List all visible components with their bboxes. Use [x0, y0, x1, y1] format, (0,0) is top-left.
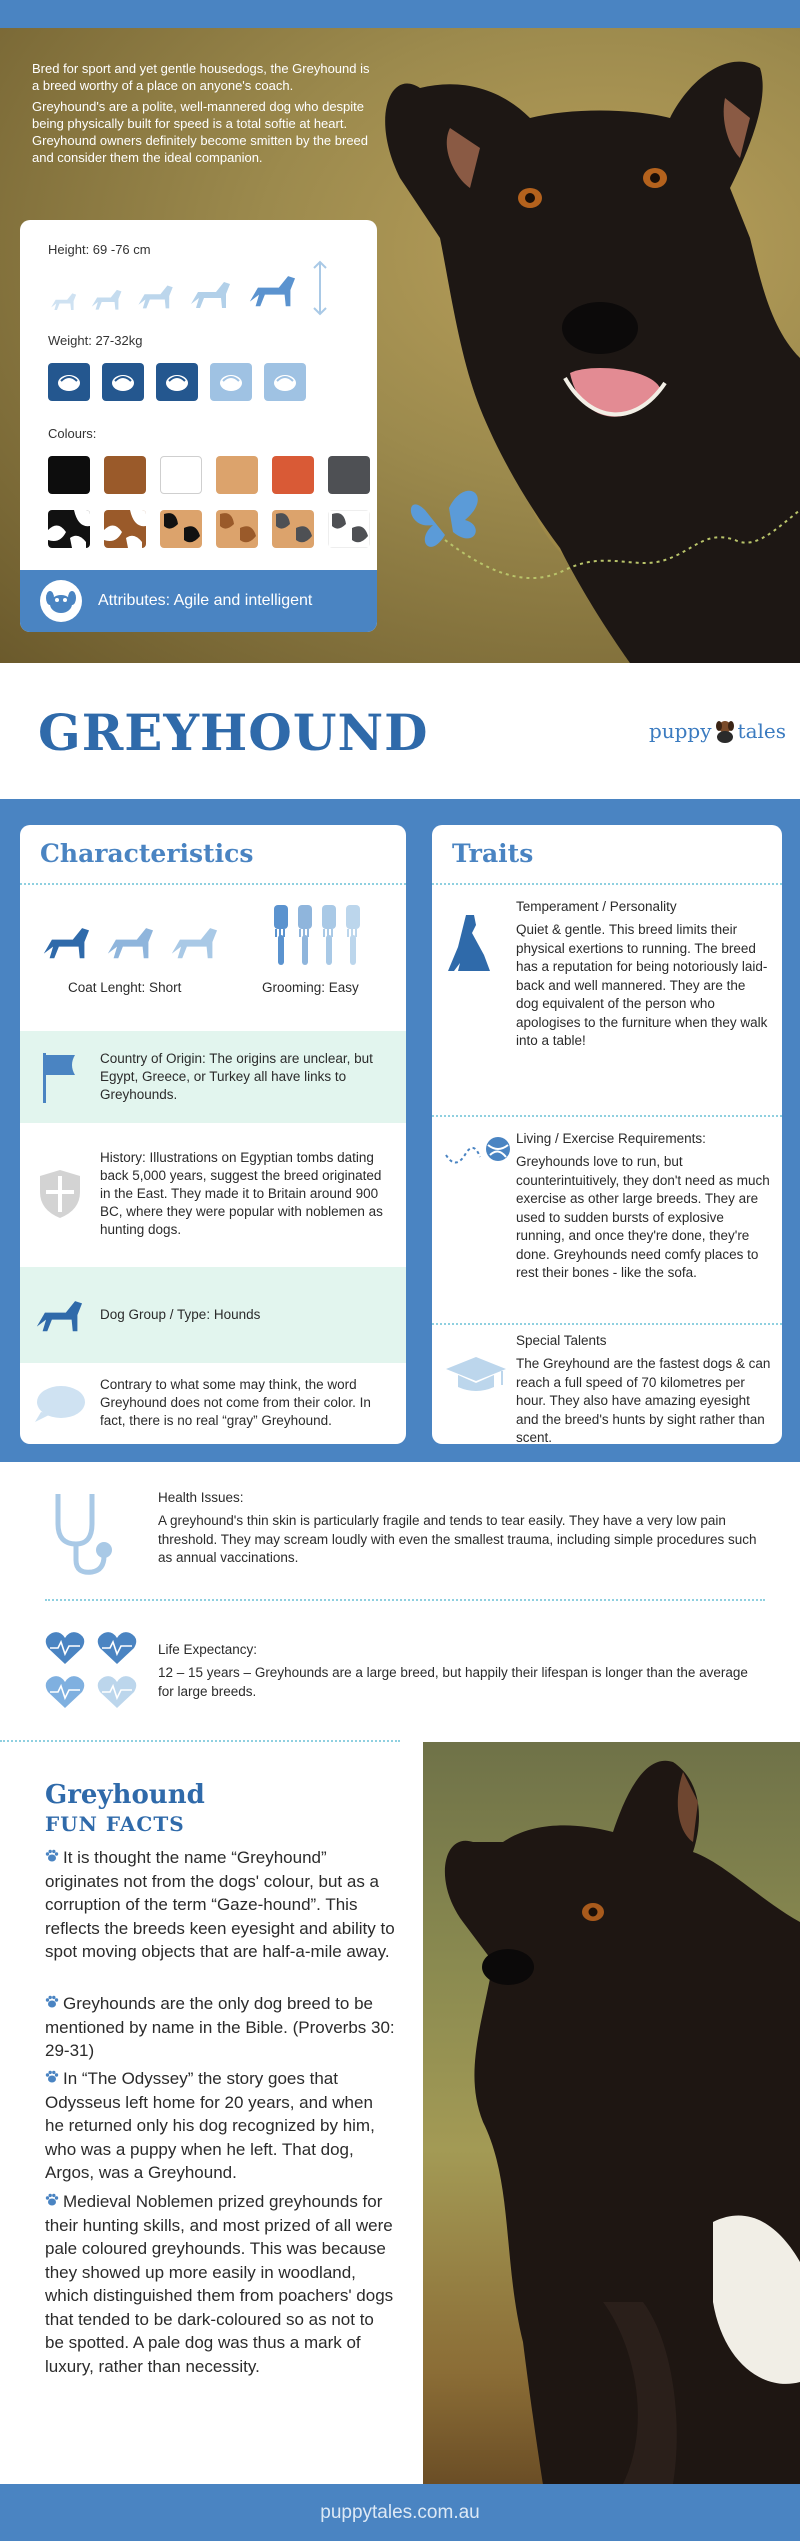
colour-note-text: Contrary to what some may think, the word Greyhound does not come from their color. In fact, there is no real “gray” Greyhound.: [100, 1377, 371, 1428]
breed-title: GREYHOUND: [38, 703, 429, 762]
logo-text-left: puppy: [648, 719, 712, 743]
hero-section: [0, 0, 800, 663]
group-text: Dog Group / Type: Hounds: [100, 1307, 261, 1322]
origin-row: [20, 1031, 406, 1123]
health-section: [0, 1462, 800, 1742]
stats-card: [20, 220, 377, 632]
dog-group-icon: [31, 1290, 89, 1340]
title-band: [0, 663, 800, 799]
characteristics-heading: Characteristics: [40, 839, 254, 868]
weight-label: Weight: 27-32kg: [48, 333, 143, 348]
pattern-swatches: [48, 510, 370, 548]
scale-icon: [102, 363, 144, 401]
group-row: [20, 1267, 406, 1363]
dog-size-5-icon: [244, 264, 302, 316]
brush-icon: [296, 905, 316, 967]
fun-facts-title: Greyhound: [45, 1780, 205, 1810]
paw-icon: [45, 2070, 59, 2084]
life-expectancy-body: 12 – 15 years – Greyhounds are a large breed, but happily their lifespan is longer than the average for large breeds.: [158, 1665, 748, 1699]
colour-note-row: [20, 1365, 406, 1441]
origin-text: Country of Origin: The origins are unclear, but Egypt, Greece, or Turkey all have links to Greyhounds.: [100, 1051, 373, 1102]
health-issues-title: Health Issues:: [158, 1490, 244, 1505]
intro-paragraph-2: Greyhound's are a polite, well-mannered dog who despite being physically built for speed is a total softie at heart. Greyhound owners definitely become smitten by the breed and consider them the ideal companion.: [32, 99, 369, 165]
colours-label: Colours:: [48, 426, 97, 441]
heart-icons: [44, 1630, 140, 1710]
greyhound-photo-2: [423, 1742, 800, 2484]
paw-icon: [45, 1849, 59, 1863]
heart-icon: [44, 1674, 86, 1710]
dog-size-2-icon: [88, 282, 126, 316]
scale-icon: [210, 363, 252, 401]
divider: [432, 1115, 782, 1117]
pattern-swatch: [104, 510, 146, 548]
pattern-swatch: [328, 510, 370, 548]
dog-size-4-icon: [186, 272, 236, 316]
grooming-label: Grooming: Easy: [262, 980, 359, 995]
height-arrow-icon: [310, 260, 330, 316]
stethoscope-icon: [48, 1490, 118, 1578]
colour-swatch: [160, 456, 202, 494]
hero-intro: [32, 60, 372, 170]
paw-icon: [45, 2193, 59, 2207]
talents-block: [432, 1333, 782, 1443]
height-dog-icons: [48, 260, 330, 316]
temperament-body: Quiet & gentle. This breed limits their physical exertions to running. The breed has a reputation for being notoriously laid-back and well mannered. They are the dog equivalent of the person who apologises to the furniture when they walk into a table!: [516, 922, 768, 1048]
pattern-swatch: [160, 510, 202, 548]
fun-facts-subtitle: FUN FACTS: [45, 1812, 185, 1836]
coat-length-label: Coat Lenght: Short: [68, 980, 182, 995]
scale-icon: [264, 363, 306, 401]
intro-paragraph-1: Bred for sport and yet gentle housedogs, the Greyhound is a breed worthy of a place on anyone's coach.: [32, 61, 370, 93]
exercise-title: Living / Exercise Requirements:: [516, 1131, 706, 1146]
footer-site-link[interactable]: puppytales.com.au: [320, 2501, 480, 2523]
brush-icon: [344, 905, 364, 967]
history-row: [20, 1130, 406, 1258]
exercise-block: [432, 1131, 782, 1311]
talents-body: The Greyhound are the fastest dogs & can reach a full speed of 70 kilometres per hour. They also have amazing eyesight and the breed's hunts by sight rather than scent.: [516, 1356, 771, 1444]
divider: [20, 883, 406, 885]
fun-fact-3: In “The Odyssey” the story goes that Odysseus left home for 20 years, and when he returned only his dog recognized by him, who was a puppy when he left. That dog, Argos, was a Greyhound.: [45, 2069, 375, 2182]
temperament-title: Temperament / Personality: [516, 899, 677, 914]
colour-swatch: [48, 456, 90, 494]
heart-icon: [96, 1630, 138, 1666]
dog-face-icon: [40, 580, 82, 622]
history-text: History: Illustrations on Egyptian tombs dating back 5,000 years, suggest the breed originated in the East. They made it to Britain around 900 BC, where they were popular with noblemen as hunting dogs.: [100, 1150, 383, 1237]
speech-bubble-icon: [33, 1382, 87, 1424]
hero-top-bar: [0, 0, 800, 28]
divider: [45, 1599, 765, 1601]
shield-icon: [36, 1168, 84, 1220]
fun-fact-4: Medieval Noblemen prized greyhounds for their hunting skills, and most prized of all were pale coloured greyhounds. This was because they showed up more easily in woodland, which distinguished them from poachers' dogs that tended to be dark-coloured so as not to be spotted. A pale dog was thus a mark of luxury, rather than necessity.: [45, 2192, 394, 2376]
colour-swatch: [104, 456, 146, 494]
brush-icon: [272, 905, 292, 967]
height-label: Height: 69 -76 cm: [48, 242, 151, 257]
heart-icon: [44, 1630, 86, 1666]
butterfly-icon: [405, 470, 800, 600]
footer: [0, 2484, 800, 2541]
grooming-brush-icons: [272, 905, 364, 967]
flag-icon: [41, 1051, 79, 1103]
exercise-body: Greyhounds love to run, but counterintuitively, they don't need as much exercise as other large breeds. They are used to sudden bursts of explosive running, and once they're done, they're done. Greyhounds need comfy places to rest their bones - like the sofa.: [516, 1154, 770, 1280]
info-section: [0, 799, 800, 1462]
coat-dog-icons: [38, 917, 224, 967]
attributes-text: Attributes: Agile and intelligent: [98, 592, 313, 609]
puppytales-logo: [649, 719, 786, 743]
pattern-swatch: [216, 510, 258, 548]
dog-light-icon: [166, 917, 224, 967]
characteristics-panel: [20, 825, 406, 1444]
paw-icon: [45, 1995, 59, 2009]
attributes-bar: [20, 570, 377, 632]
pattern-swatch: [48, 510, 90, 548]
fun-fact-2: Greyhounds are the only dog breed to be mentioned by name in the Bible. (Proverbs 30: 29-31): [45, 1994, 395, 2060]
scale-icon: [48, 363, 90, 401]
sitting-dog-icon: [444, 911, 502, 977]
logo-dog-icon: [714, 719, 736, 743]
dog-size-1-icon: [48, 286, 80, 316]
colour-swatches: [48, 456, 370, 494]
divider: [432, 883, 782, 885]
scale-icon: [156, 363, 198, 401]
ball-icon: [444, 1135, 514, 1175]
traits-heading: Traits: [452, 839, 534, 868]
health-issues-body: A greyhound's thin skin is particularly fragile and tends to tear easily. They have a very low pain threshold. They may scream loudly with even the smallest trauma, including simple procedures such as annual vaccinations.: [158, 1513, 757, 1565]
brush-icon: [320, 905, 340, 967]
colour-swatch: [328, 456, 370, 494]
colour-swatch: [272, 456, 314, 494]
colour-swatch: [216, 456, 258, 494]
graduation-cap-icon: [444, 1355, 508, 1395]
pattern-swatch: [272, 510, 314, 548]
talents-title: Special Talents: [516, 1333, 607, 1348]
fun-fact-1: It is thought the name “Greyhound” originates not from the dogs' colour, but as a corruption of the term “Gaze-hound”. This reflects the breeds keen eyesight and ability to spot moving objects that are half-a-mile away.: [45, 1848, 395, 1961]
logo-text-right: tales: [737, 719, 786, 743]
dog-dark-icon: [38, 917, 96, 967]
temperament-block: [432, 899, 782, 1109]
dog-size-3-icon: [134, 276, 178, 316]
fun-facts-section: [0, 1742, 800, 2484]
dog-mid-icon: [102, 917, 160, 967]
traits-panel: [432, 825, 782, 1444]
life-expectancy-title: Life Expectancy:: [158, 1642, 258, 1657]
divider: [432, 1323, 782, 1325]
greyhound-portrait: [423, 1742, 800, 2484]
heart-icon: [96, 1674, 138, 1710]
weight-scale-icons: [48, 363, 306, 401]
